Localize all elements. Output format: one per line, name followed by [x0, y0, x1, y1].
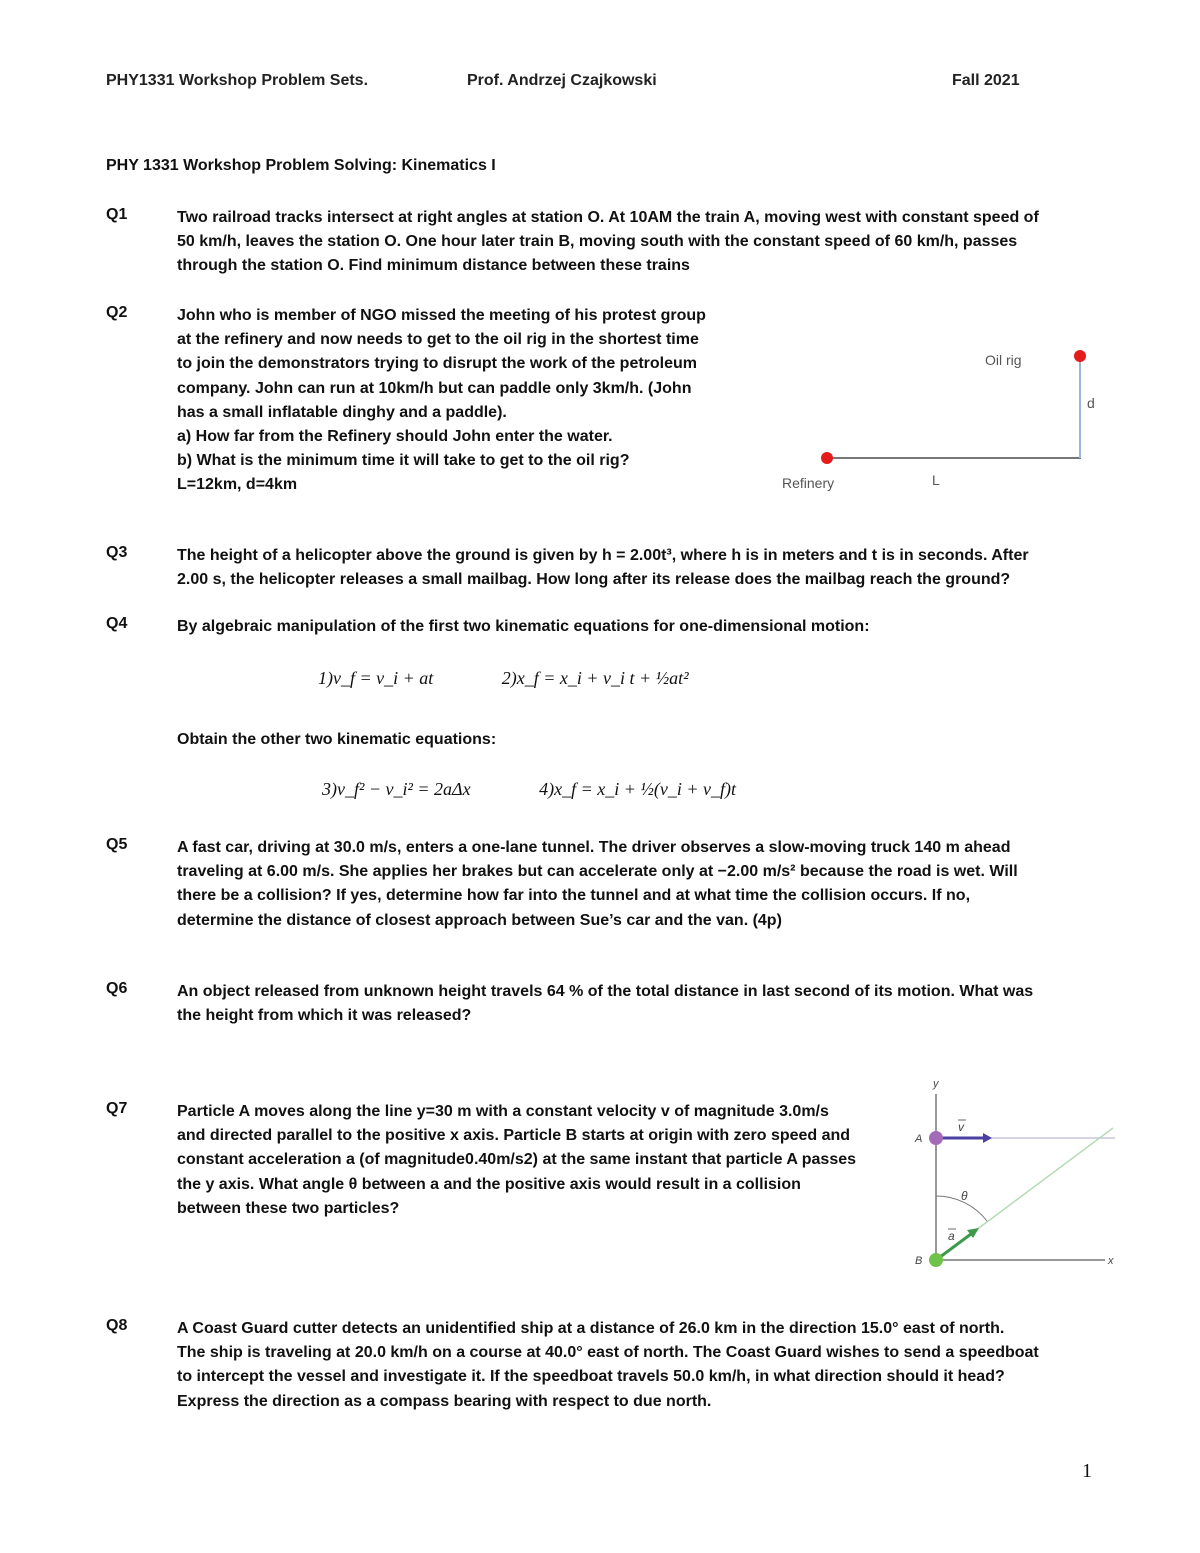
- q6-label: Q6: [106, 980, 128, 997]
- equation-4: 4)x_f = x_i + ½(v_i + v_f)t: [539, 779, 737, 799]
- q7-figure: [905, 1074, 1120, 1274]
- page-number: 1: [1082, 1460, 1092, 1482]
- a-point-label: A: [915, 1133, 923, 1145]
- q6-text: [177, 980, 1033, 1028]
- q7-line: Particle A moves along the line y=30 m with a constant velocity v of magnitude 3.0m/s: [177, 1103, 829, 1120]
- particle-a: [929, 1131, 943, 1145]
- a-vector-label: a: [948, 1229, 955, 1243]
- q5-label: Q5: [106, 836, 128, 853]
- q2-line: b) What is the minimum time it will take to get to the oil rig?: [177, 452, 630, 470]
- b-point-label: B: [915, 1255, 923, 1267]
- refinery-label: Refinery: [782, 475, 835, 491]
- q7-label: Q7: [106, 1100, 128, 1117]
- q8-line: to intercept the vessel and investigate it. If the speedboat travels 50.0 km/h, in what direction should it head?: [177, 1368, 1005, 1386]
- oil-rig-label: Oil rig: [985, 352, 1022, 368]
- particle-b: [929, 1253, 943, 1267]
- d-label: d: [1087, 395, 1095, 411]
- q3-text: [177, 544, 1029, 592]
- q7-line: and directed parallel to the positive x axis. Particle B starts at origin with zero speed and: [177, 1127, 851, 1145]
- q7-line: constant acceleration a (of magnitude0.40m/s2) at the same instant that particle A passes: [177, 1151, 857, 1169]
- q7-text: [177, 1100, 856, 1221]
- y-axis-label: y: [933, 1078, 939, 1090]
- equation-2: 2)x_f = x_i + v_i t + ½at²: [501, 668, 689, 688]
- q6-line: An object released from unknown height travels 64 % of the total distance in last second of its motion. What was: [177, 983, 1034, 1000]
- equation-1: 1)v_f = v_i + at: [318, 668, 434, 688]
- q4-text: [177, 615, 870, 639]
- q4-line: By algebraic manipulation of the first two kinematic equations for one-dimensional motion:: [177, 618, 870, 635]
- q8-line: A Coast Guard cutter detects an unidentified ship at a distance of 26.0 km in the direction 15.0° east of north.: [177, 1320, 1005, 1337]
- q2-line: L=12km, d=4km: [177, 476, 298, 494]
- header-professor: Prof. Andrzej Czajkowski: [467, 72, 657, 89]
- q5-line: traveling at 6.00 m/s. She applies her brakes but can accelerate only at −2.00 m/s² because the road is wet. Will: [177, 863, 1018, 881]
- oil-rig-dot: [1074, 350, 1086, 362]
- v-label: v: [958, 1120, 964, 1134]
- q3-line: The height of a helicopter above the ground is given by h = 2.00t³, where h is in meters and t is in seconds. After: [177, 547, 1029, 564]
- page-title: PHY 1331 Workshop Problem Solving: Kinematics I: [106, 157, 496, 174]
- q7-line: the y axis. What angle θ between a and the positive axis would result in a collision: [177, 1175, 801, 1193]
- q2-line: at the refinery and now needs to get to the oil rig in the shortest time: [177, 331, 699, 349]
- q2-figure: [770, 340, 1110, 500]
- theta-label: θ: [961, 1189, 968, 1203]
- header-term: Fall 2021: [952, 72, 1020, 89]
- x-axis-label: x: [1108, 1255, 1114, 1267]
- equation-3: 3)v_f² − v_i² = 2aΔx: [322, 779, 471, 799]
- q7-line: between these two particles?: [177, 1199, 400, 1217]
- q1-line: through the station O. Find minimum distance between these trains: [177, 257, 690, 275]
- q2-line: to join the demonstrators trying to disrupt the work of the petroleum: [177, 355, 698, 373]
- q2-line: John who is member of NGO missed the meeting of his protest group: [177, 307, 706, 324]
- q5-line: determine the distance of closest approach between Sue’s car and the van. (4p): [177, 911, 782, 929]
- velocity-arrowhead: [983, 1133, 992, 1143]
- equations-row-1: [318, 668, 753, 689]
- q3-label: Q3: [106, 544, 128, 561]
- q5-line: there be a collision? If yes, determine how far into the tunnel and at what time the collision occurs. If no,: [177, 887, 971, 905]
- q2-line: company. John can run at 10km/h but can paddle only 3km/h. (John: [177, 379, 692, 397]
- header-course: PHY1331 Workshop Problem Sets.: [106, 72, 369, 89]
- q8-label: Q8: [106, 1317, 128, 1334]
- q4-label: Q4: [106, 615, 128, 632]
- q8-line: The ship is traveling at 20.0 km/h on a course at 40.0° east of north. The Coast Guard wishes to send a speedboat: [177, 1344, 1039, 1362]
- equations-row-2: [322, 779, 800, 800]
- q1-label: Q1: [106, 206, 128, 223]
- q4-obtain-line: Obtain the other two kinematic equations:: [177, 731, 497, 748]
- q8-text: [177, 1317, 1039, 1414]
- q4-obtain: [177, 728, 496, 752]
- refinery-dot: [821, 452, 833, 464]
- q5-line: A fast car, driving at 30.0 m/s, enters a one-lane tunnel. The driver observes a slow-moving truck 140 m ahead: [177, 839, 1011, 856]
- q8-line: Express the direction as a compass bearing with respect to due north.: [177, 1392, 712, 1410]
- q2-line: a) How far from the Refinery should John enter the water.: [177, 428, 613, 446]
- q3-line: 2.00 s, the helicopter releases a small mailbag. How long after its release does the mailbag reach the ground?: [177, 571, 1011, 589]
- q2-label: Q2: [106, 304, 128, 321]
- q6-line: the height from which it was released?: [177, 1007, 472, 1025]
- l-label: L: [932, 472, 940, 488]
- q1-line: Two railroad tracks intersect at right angles at station O. At 10AM the train A, moving west with constant speed of: [177, 209, 1039, 226]
- q5-text: [177, 836, 1018, 933]
- q1-text: [177, 206, 1039, 279]
- q2-text: [177, 304, 706, 498]
- q1-line: 50 km/h, leaves the station O. One hour later train B, moving south with the constant speed of 60 km/h, passes: [177, 233, 1018, 251]
- q2-line: has a small inflatable dinghy and a paddle).: [177, 403, 507, 421]
